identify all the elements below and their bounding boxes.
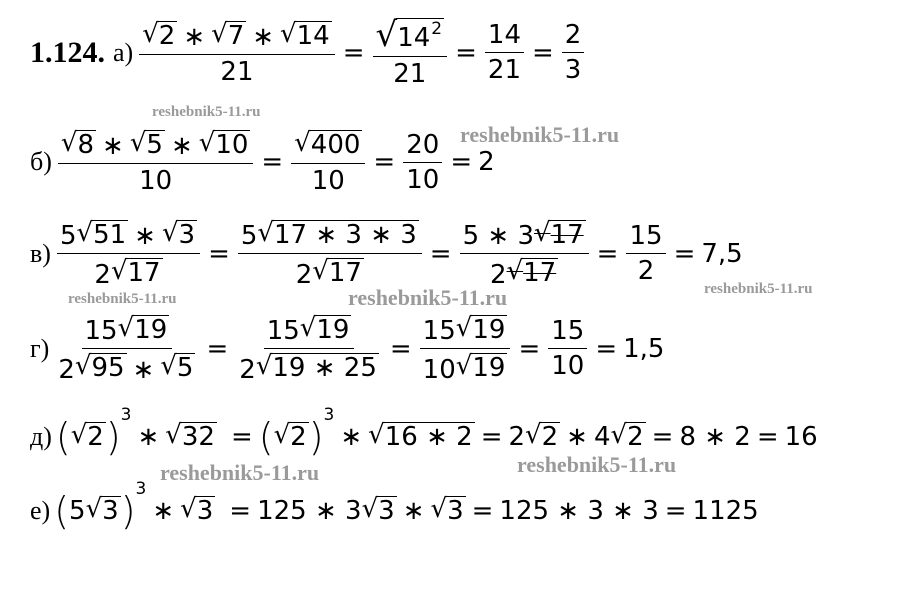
part-g-row: г) 15 √ 19 2 √ 95 ∗ √ 5 = 15 √ 19 2 √ 19 ∗ 25 = 15 √ 19 10 √ 19 = $\frac{15}{10}$ = 1,5 xyxy=(30,313,665,385)
part-d-exponent-1: 3 xyxy=(120,404,132,425)
part-a-fraction-2: √ $14^2$ 21 xyxy=(373,18,448,87)
part-b-fraction-2: √ 400 10 xyxy=(291,130,365,194)
part-v-row: в) 5 √ 51 ∗ √ 3 2 √ 17 = 5 √ 17 ∗ 3 ∗ 3 2 √ 17 = 5 ∗ 3 √ 17 2 √ 17 = $\frac{15}{2}$ = 7,5 xyxy=(30,218,743,290)
part-v-fraction-3: 5 ∗ 3 √ 17 2 √ 17 xyxy=(460,220,589,288)
part-d-exponent-2: 3 xyxy=(323,404,335,425)
part-v-result: 7,5 xyxy=(701,238,743,269)
part-v-fraction-1: 5 √ 51 ∗ √ 3 2 √ 17 xyxy=(57,220,200,288)
part-b-result: 2 xyxy=(478,147,495,178)
part-g-result: 1,5 xyxy=(623,333,665,364)
part-b-label: б) xyxy=(30,147,52,177)
part-g-fraction-2: 15 √ 19 2 √ 19 ∗ 25 xyxy=(239,313,377,385)
watermark-1: reshebnik5-11.ru xyxy=(152,104,261,120)
part-d-row: д) ( √ 2 ) 3 ∗ √ 32 = ( √ 2 ) 3 ∗ √ 16 ∗ 2 = 2 √ 2 ∗ 4 √ 2 = 8 ∗ 2 = 16 xyxy=(30,404,818,459)
watermark-2: reshebnik5-11.ru xyxy=(460,122,620,147)
part-a-fraction-1: √ 2 ∗ √ 7 ∗ √ 14 21 xyxy=(139,21,335,85)
part-b-row: б) √ 8 ∗ √ 5 ∗ √ 10 10 = √ 400 10 = $\frac{20}{10}$ = 2 xyxy=(30,128,495,197)
part-b-fraction-1: √ 8 ∗ √ 5 ∗ √ 10 10 xyxy=(58,130,254,194)
part-a-label: а) xyxy=(113,37,134,67)
part-d-label: д) xyxy=(30,422,52,451)
watermark-5: reshebnik5-11.ru xyxy=(704,281,813,297)
problem-number: 1.124. xyxy=(30,35,105,69)
watermark-3: reshebnik5-11.ru xyxy=(68,291,177,307)
part-g-fraction-4: $\frac{15}{10}$ xyxy=(548,318,587,379)
part-v-label: в) xyxy=(30,238,51,268)
part-d-result: 16 xyxy=(784,422,818,452)
watermark-4: reshebnik5-11.ru xyxy=(348,285,508,310)
part-g-fraction-3: 15 √ 19 10 √ 19 xyxy=(420,315,511,383)
part-a-row: 1.124. а) √ 2 ∗ √ 7 ∗ √ 14 21 = √ $14^2$ 21 = $\frac{14}{21}$ = $\frac{2}{3}$ xyxy=(30,18,586,87)
part-v-fraction-2: 5 √ 17 ∗ 3 ∗ 3 2 √ 17 xyxy=(238,220,422,288)
part-a-fraction-4: $\frac{2}{3}$ xyxy=(562,22,585,83)
part-g-label: г) xyxy=(30,333,50,363)
part-g-fraction-1: 15 √ 19 2 √ 95 ∗ √ 5 xyxy=(58,313,194,385)
watermark-7: reshebnik5-11.ru xyxy=(517,452,677,477)
part-v-fraction-4: $\frac{15}{2}$ xyxy=(626,223,665,284)
part-e-row: е) ( 5 √ 3 ) 3 ∗ √ 3 = 125 ∗ 3 √ 3 ∗ √ 3 = 125 ∗ 3 ∗ 3 = 1125 xyxy=(30,478,759,533)
part-e-exponent: 3 xyxy=(135,478,147,499)
part-e-result: 1125 xyxy=(692,496,759,526)
part-e-label: е) xyxy=(30,496,51,525)
part-a-fraction-3: $\frac{14}{21}$ xyxy=(485,22,524,83)
watermark-6: reshebnik5-11.ru xyxy=(160,460,320,485)
part-b-fraction-3: $\frac{20}{10}$ xyxy=(403,132,442,193)
